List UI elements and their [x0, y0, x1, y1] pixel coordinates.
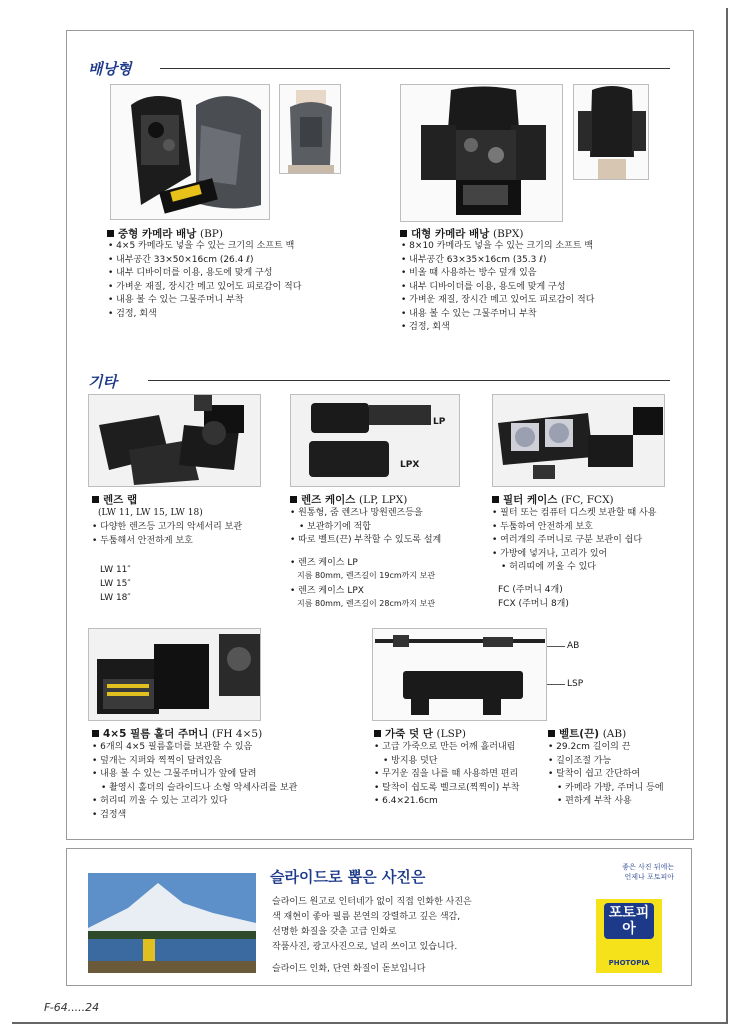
bpx-worn-photo — [573, 84, 649, 180]
ad-closing: 슬라이드 인화, 단연 화질이 돋보입니다 — [272, 964, 426, 974]
callout-line-ab — [547, 646, 565, 647]
lp-sub2-detail: 지름 80mm, 렌즈길이 28cm까지 보관 — [297, 599, 436, 608]
bpx-code: (BPX) — [492, 228, 524, 240]
fh-title — [92, 726, 262, 741]
fc-model-fc: FC (주머니 4개) — [498, 585, 563, 595]
bullet-square-icon — [107, 230, 114, 237]
ad-body — [272, 895, 472, 955]
section-title-backpack: 배낭형 — [88, 60, 132, 78]
list-item: LW 15″ — [100, 579, 131, 589]
lw-features — [92, 521, 242, 548]
list-item: • 고급 가죽으로 만든 어깨 흘러내림 — [374, 741, 520, 755]
list-item: • 두툼하여 안전하게 보호 — [492, 521, 656, 535]
bullet-square-icon — [92, 496, 99, 503]
photo-label-lpx: LPX — [400, 460, 420, 470]
ad-tagline-line: 언제나 포토피아 — [624, 873, 674, 881]
fc-name: 필터 케이스 — [503, 494, 558, 506]
bp-name: 중형 카메라 배낭 — [118, 228, 197, 240]
bullet-square-icon — [374, 730, 381, 737]
ad-tagline-line: 좋은 사진 뒤에는 — [622, 863, 674, 871]
list-item: • 여러개의 주머니로 구분 보관이 쉽다 — [492, 534, 656, 548]
lsp-title — [374, 726, 466, 741]
list-item: • 내부 디바이더를 이용, 용도에 맞게 구성 — [401, 281, 594, 295]
list-item — [374, 755, 520, 769]
list-item: • 검정, 회색 — [401, 321, 594, 335]
list-item: • 탈착이 쉽도록 벨크로(찍찍이) 부착 — [374, 782, 520, 796]
list-item: • 가벼운 재질, 장시간 메고 있어도 피로감이 적다 — [108, 281, 301, 295]
lp-sub1-title: • 렌즈 케이스 LP — [290, 557, 358, 571]
list-item: • 비올 때 사용하는 방수 덮개 있음 — [401, 267, 594, 281]
lsp-bullet-cont: 방지용 덧단 — [391, 755, 438, 766]
fc-title — [492, 492, 614, 507]
bpx-name: 대형 카메라 배낭 — [411, 228, 490, 240]
ad-headline: 슬라이드로 뽑은 사진은 — [270, 868, 426, 886]
list-item: • 내용 볼 수 있는 그물주머니 부착 — [108, 294, 301, 308]
bp-code: (BP) — [199, 228, 223, 240]
lw-code: (LW 11, LW 15, LW 18) — [98, 508, 203, 518]
lw-sizes — [100, 563, 131, 605]
list-item: • 내용 볼 수 있는 그물주머니가 앞에 달려 — [92, 768, 297, 782]
logo-english: PHOTOPIA — [608, 959, 650, 967]
filter-case-photo — [492, 394, 665, 487]
fc-model-fcx: FCX (주머니 8개) — [498, 599, 569, 609]
fc-features — [492, 507, 656, 575]
photo-label-lp: LP — [433, 417, 446, 427]
list-item — [548, 795, 664, 809]
list-item: • 허리띠 끼울 수 있는 고리가 있다 — [92, 795, 297, 809]
list-item: • 내부 디바이더를 이용, 용도에 맞게 구성 — [108, 267, 301, 281]
list-item: • 덮개는 지퍼와 찍찍이 달려있음 — [92, 755, 297, 769]
bpx-open-photo — [400, 84, 563, 222]
list-item: • 필터 또는 컴퓨터 디스켓 보관할 때 사용 — [492, 507, 656, 521]
section-title-other: 기타 — [88, 373, 117, 391]
ab-title — [548, 726, 626, 741]
bullet-square-icon — [92, 730, 99, 737]
lp-sub1 — [290, 557, 358, 571]
lp-sub2 — [290, 585, 364, 599]
list-item — [92, 782, 297, 796]
list-item: • 검정색 — [92, 809, 297, 823]
section-rule — [160, 68, 670, 69]
list-item: LW 11″ — [100, 565, 131, 575]
ad-body-line: 작품사진, 광고사진으로, 널리 쓰이고 있습니다. — [272, 942, 458, 952]
bp-features — [108, 240, 301, 321]
bpx-title — [400, 226, 523, 241]
ab-bullet-cont: 편하게 부착 사용 — [565, 796, 632, 806]
list-item: • 29.2cm 길이의 끈 — [548, 741, 664, 755]
photo-label-ab: AB — [567, 641, 580, 651]
list-item: • 내부공간 63×35×16cm (35.3 ℓ) — [401, 254, 594, 268]
bp-title — [107, 226, 223, 241]
list-item: • 다양한 렌즈등 고가의 악세서리 보관 — [92, 521, 242, 535]
fc-models — [498, 583, 569, 611]
film-holder-photo — [88, 628, 261, 721]
logo-korean: 포토피아 — [604, 903, 654, 939]
lsp-name: 가죽 덧 단 — [385, 728, 433, 740]
list-item: • 내부공간 33×50×16cm (26.4 ℓ) — [108, 254, 301, 268]
list-item: LW 18″ — [100, 593, 131, 603]
fh-code: (FH 4×5) — [212, 728, 263, 740]
lsp-features — [374, 741, 520, 809]
lens-case-photo — [290, 394, 460, 487]
photo-label-lsp: LSP — [567, 679, 584, 689]
ab-bullet-cont: 카메라 가방, 주머니 등에 — [565, 782, 664, 793]
list-item: • 내용 볼 수 있는 그물주머니 부착 — [401, 308, 594, 322]
bullet-square-icon — [290, 496, 297, 503]
logo-mark — [604, 903, 654, 953]
callout-line-lsp — [547, 684, 565, 685]
list-item: • 보관하기에 적합 — [290, 521, 441, 535]
ab-code: (AB) — [602, 728, 627, 740]
ad-tagline — [592, 862, 674, 882]
list-item: • 6.4×21.6cm — [374, 795, 520, 809]
list-item — [548, 782, 664, 796]
fh-features — [92, 741, 297, 822]
lp-name: 렌즈 케이스 — [301, 494, 356, 506]
lp-sub2-title: • 렌즈 케이스 LPX — [290, 585, 364, 599]
list-item — [492, 561, 656, 575]
list-item: • 길이조절 가능 — [548, 755, 664, 769]
fc-bullet-cont: 허리띠에 끼울 수 있다 — [509, 562, 597, 572]
fh-bullet-cont: 촬영시 홀더의 슬라이드나 소형 악세사리를 보관 — [109, 782, 298, 793]
lsp-code: (LSP) — [436, 728, 466, 740]
list-item: • 6개의 4×5 필름홀더를 보관할 수 있음 — [92, 741, 297, 755]
bullet-square-icon — [400, 230, 407, 237]
list-item: • 검정, 회색 — [108, 308, 301, 322]
list-item: • 원통형, 줌 렌즈나 망원렌즈등을 — [290, 507, 441, 521]
ab-name: 벨트(끈) — [559, 728, 600, 740]
list-item: • 따로 벨트(끈) 부착할 수 있도록 설계 — [290, 534, 441, 548]
lp-features — [290, 507, 441, 548]
page-footer: F-64.....24 — [44, 1001, 100, 1014]
section-rule — [148, 380, 670, 381]
strap-photo — [372, 628, 547, 721]
mountain-lake-photo — [88, 873, 256, 973]
fc-code: (FC, FCX) — [561, 494, 614, 506]
lw-name: 렌즈 랩 — [103, 494, 138, 506]
bullet-square-icon — [492, 496, 499, 503]
lp-sub1-detail: 지름 80mm, 렌즈길이 19cm까지 보관 — [297, 571, 436, 580]
bullet-square-icon — [548, 730, 555, 737]
lp-title — [290, 492, 407, 507]
lp-code: (LP, LPX) — [359, 494, 408, 506]
bp-worn-photo — [279, 84, 341, 174]
list-item: • 두툼해서 안전하게 보호 — [92, 535, 242, 549]
ad-body-line: 색 재현이 좋아 필름 본연의 강렬하고 깊은 색감, — [272, 912, 461, 922]
lens-wrap-photo — [88, 394, 261, 487]
bp-open-photo — [110, 84, 270, 220]
list-item: • 가방에 넣거나, 고리가 있어 — [492, 548, 656, 562]
list-item: • 무거운 짐을 나를 때 사용하면 편리 — [374, 768, 520, 782]
ad-body-line: 선명한 화질을 갖춘 고급 인화로 — [272, 927, 397, 937]
list-item: • 가벼운 재질, 장시간 메고 있어도 피로감이 적다 — [401, 294, 594, 308]
fh-name: 4×5 필름 홀더 주머니 — [103, 728, 209, 740]
list-item: • 탈착이 쉽고 간단하여 — [548, 768, 664, 782]
list-item: • 8×10 카메라도 넣을 수 있는 크기의 소프트 백 — [401, 240, 594, 254]
ab-features — [548, 741, 664, 809]
lw-title — [92, 492, 137, 507]
ad-body-line: 슬라이드 원고로 인터네가 없이 직접 인화한 사진은 — [272, 897, 472, 907]
bpx-features — [401, 240, 594, 335]
list-item: • 4×5 카메라도 넣을 수 있는 크기의 소프트 백 — [108, 240, 301, 254]
photopia-logo — [596, 899, 662, 973]
